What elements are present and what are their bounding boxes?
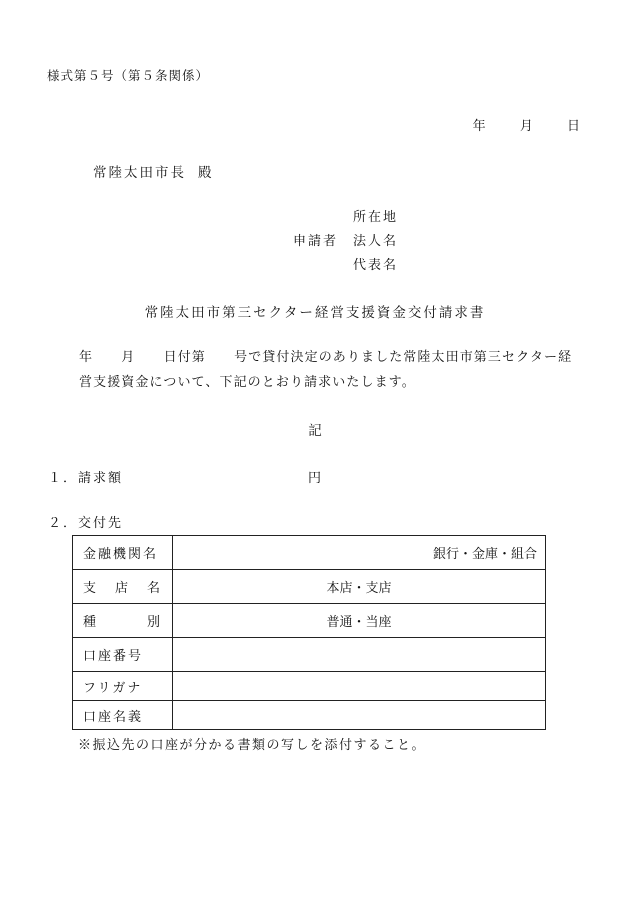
account-holder-value[interactable] xyxy=(173,701,546,730)
applicant-label: 申請者 xyxy=(293,234,339,249)
branch-label-char: 名 xyxy=(146,581,162,596)
date-line xyxy=(473,115,580,134)
item-request-amount-label: １．請求額 xyxy=(48,471,124,486)
form-number: 様式第５号（第５条関係） xyxy=(47,68,210,83)
body-paragraph xyxy=(48,345,584,395)
addressee-honorific: 殿 xyxy=(198,165,214,181)
item-payee-label: ２．交付先 xyxy=(48,516,124,531)
date-year-label: 年 xyxy=(472,119,486,134)
document-title: 常陸太田市第三セクター経営支援資金交付請求書 xyxy=(144,305,486,321)
applicant-representative-label: 代表名 xyxy=(353,258,399,273)
ki-heading: 記 xyxy=(308,423,322,439)
bank-name-value[interactable]: 銀行・金庫・組合 xyxy=(173,536,546,570)
bank-account-table xyxy=(72,535,546,730)
applicant-corporation-label: 法人名 xyxy=(353,234,399,249)
table-row xyxy=(73,701,546,730)
account-type-value[interactable]: 普通・当座 xyxy=(173,604,546,638)
body-paragraph-text: 年 月 日付第 号で貸付決定のありました常陸太田市第三セクター経営支援資金について、下記のとおり請求いたします。 xyxy=(79,350,573,390)
branch-name-label xyxy=(73,570,173,604)
furigana-value[interactable] xyxy=(173,672,546,701)
applicant-address-label: 所在地 xyxy=(353,210,399,225)
table-row xyxy=(73,570,546,604)
addressee xyxy=(93,161,214,181)
branch-name-value[interactable]: 本店・支店 xyxy=(173,570,546,604)
account-holder-label: 口座名義 xyxy=(73,701,173,730)
attachment-note: ※振込先の口座が分かる書類の写しを添付すること。 xyxy=(78,738,427,753)
account-type-label xyxy=(73,604,173,638)
table-row xyxy=(73,536,546,570)
table-row xyxy=(73,638,546,672)
addressee-name: 常陸太田市長 xyxy=(93,165,186,181)
furigana-label: フリガナ xyxy=(73,672,173,701)
bank-name-label: 金融機関名 xyxy=(73,536,173,570)
date-day-label: 日 xyxy=(566,119,580,134)
account-type-label-char: 別 xyxy=(146,615,162,630)
account-number-label: 口座番号 xyxy=(73,638,173,672)
branch-label-char: 支 xyxy=(83,581,99,596)
branch-label-char: 店 xyxy=(114,581,130,596)
table-row xyxy=(73,604,546,638)
item-request-amount-unit: 円 xyxy=(308,471,322,486)
account-number-value[interactable] xyxy=(173,638,546,672)
account-type-label-char: 種 xyxy=(83,615,99,630)
table-row xyxy=(73,672,546,701)
date-month-label: 月 xyxy=(519,119,533,134)
